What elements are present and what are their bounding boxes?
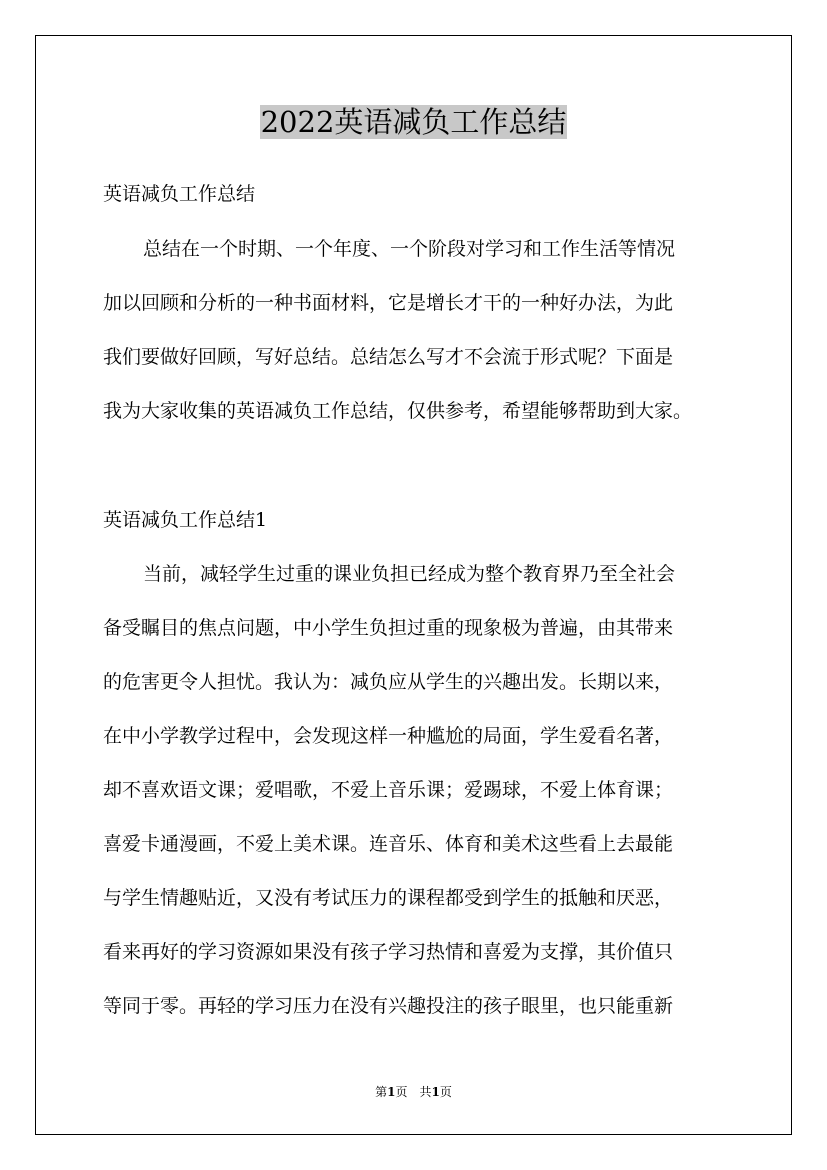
section-line: 与学生情趣贴近，又没有考试压力的课程都受到学生的抵触和厌恶， (103, 887, 674, 909)
section-heading: 英语减负工作总结1 (103, 509, 268, 531)
section-line: 在中小学教学过程中，会发现这样一种尴尬的局面，学生爱看名著， (103, 725, 674, 747)
intro-line: 我为大家收集的英语减负工作总结，仅供参考，希望能够帮助到大家。 (103, 400, 693, 422)
section-line: 却不喜欢语文课；爱唱歌，不爱上音乐课；爱踢球，不爱上体育课； (103, 779, 674, 801)
footer-page-total: 1 (431, 1085, 440, 1099)
document-subtitle: 英语减负工作总结 (103, 183, 256, 205)
section-line: 等同于零。再轻的学习压力在没有兴趣投注的孩子眼里，也只能重新 (103, 995, 674, 1017)
intro-line: 加以回顾和分析的一种书面材料，它是增长才干的一种好办法，为此 (103, 292, 674, 314)
footer-suffix: 页 (439, 1085, 452, 1099)
section-line: 的危害更令人担忧。我认为：减负应从学生的兴趣出发。长期以来， (103, 671, 674, 693)
footer-mid: 页 共 (395, 1085, 432, 1099)
footer-page-current: 1 (387, 1085, 396, 1099)
intro-line: 我们要做好回顾，写好总结。总结怎么写才不会流于形式呢？下面是 (103, 346, 674, 368)
document-title-text: 2022英语减负工作总结 (260, 105, 567, 139)
section-line: 备受瞩目的焦点问题，中小学生负担过重的现象极为普遍，由其带来 (103, 617, 674, 639)
intro-line: 总结在一个时期、一个年度、一个阶段对学习和工作生活等情况 (143, 238, 676, 260)
section-line: 喜爱卡通漫画，不爱上美术课。连音乐、体育和美术这些看上去最能 (103, 833, 674, 855)
section-line: 看来再好的学习资源如果没有孩子学习热情和喜爱为支撑，其价值只 (103, 941, 674, 963)
section-line: 当前，减轻学生过重的课业负担已经成为整个教育界乃至全社会 (143, 563, 676, 585)
footer-prefix: 第 (375, 1085, 388, 1099)
document-title (0, 102, 827, 142)
page-footer (0, 1084, 827, 1100)
